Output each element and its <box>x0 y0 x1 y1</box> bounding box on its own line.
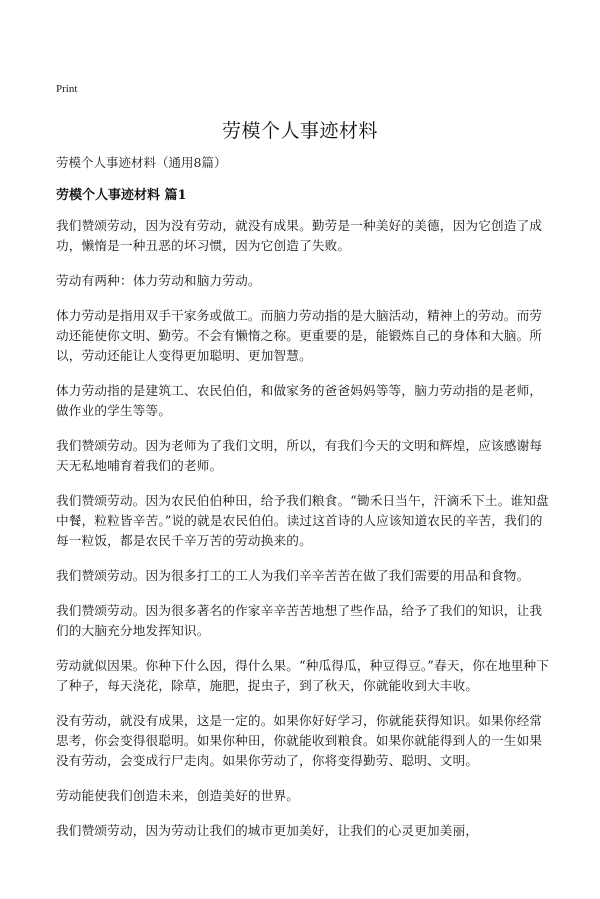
paragraph: 体力劳动是指用双手干家务或做工。而脑力劳动指的是大脑活动，精神上的劳动。而劳动还能使你文明、勤劳。不会有懒惰之称。更重要的是，能锻炼自己的身体和大脑。所以，劳动还能让人变得更加聪明、更加智慧。 <box>56 308 543 363</box>
paragraph: 我们赞颂劳动。因为老师为了我们文明，所以，有我们今天的文明和辉煌，应该感谢每天无私地哺育着我们的老师。 <box>56 438 543 473</box>
print-link[interactable]: Print <box>56 83 78 95</box>
paragraph: 体力劳动指的是建筑工、农民伯伯，和做家务的爸爸妈妈等等，脑力劳动指的是老师，做作业的学生等等。 <box>56 383 543 418</box>
document-title: 劳模个人事迹材料 <box>221 120 378 142</box>
paragraph: 我们赞颂劳动，因为劳动让我们的城市更加美好，让我们的心灵更加美丽， <box>56 823 479 838</box>
section-heading: 劳模个人事迹材料 篇1 <box>56 188 187 203</box>
paragraph: 劳动有两种：体力劳动和脑力劳动。 <box>56 273 261 288</box>
paragraph: 我们赞颂劳动，因为没有劳动，就没有成果。勤劳是一种美好的美德，因为它创造了成功，懒惰是一种丑恶的坏习惯，因为它创造了失败。 <box>56 218 543 253</box>
paragraph: 劳动就似因果。你种下什么因，得什么果。“种瓜得瓜，种豆得豆。”春天，你在地里种下了种子，每天浇花，除草，施肥，捉虫子，到了秋天，你就能收到大丰收。 <box>56 658 550 693</box>
article-body <box>56 216 550 856</box>
document-subtitle: 劳模个人事迹材料（通用8篇） <box>56 155 227 170</box>
paragraph: 我们赞颂劳动。因为很多著名的作家辛辛苦苦地想了些作品，给予了我们的知识，让我们的大脑充分地发挥知识。 <box>56 603 543 638</box>
paragraph: 我们赞颂劳动。因为农民伯伯种田，给予我们粮食。“锄禾日当午，汗滴禾下土。谁知盘中餐，粒粒皆辛苦。”说的就是农民伯伯。读过这首诗的人应该知道农民的辛苦，我们的每一粒饭，都是农民千辛万苦的劳动换来的。 <box>56 493 549 548</box>
paragraph: 我们赞颂劳动。因为很多打工的工人为我们辛辛苦苦在做了我们需要的用品和食物。 <box>56 568 530 583</box>
paragraph: 没有劳动，就没有成果，这是一定的。如果你好好学习，你就能获得知识。如果你经常思考，你会变得很聪明。如果你种田，你就能收到粮食。如果你就能得到人的一生如果没有劳动，会变成行尸走肉。如果你劳动了，你将变得勤劳、聪明、文明。 <box>56 713 543 768</box>
paragraph: 劳动能使我们创造未来，创造美好的世界。 <box>56 788 300 803</box>
